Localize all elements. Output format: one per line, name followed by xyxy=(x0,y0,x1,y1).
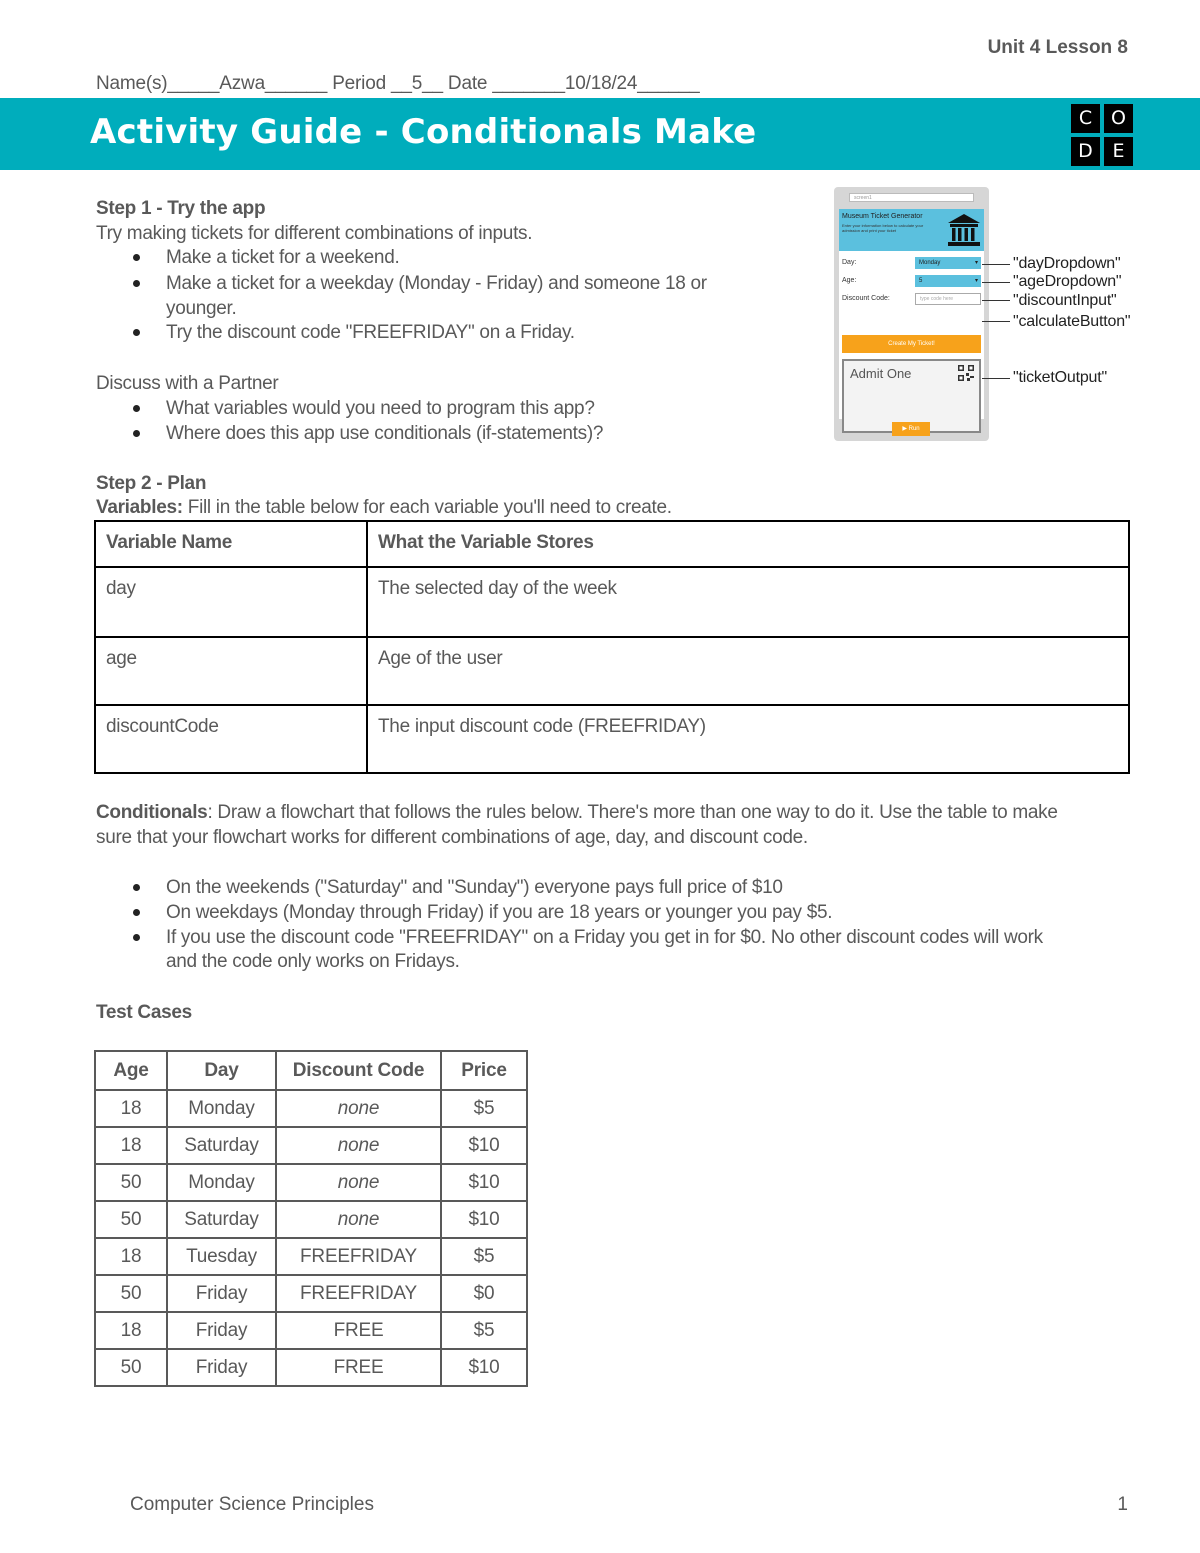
day-cell: Friday xyxy=(167,1349,276,1386)
museum-icon xyxy=(946,212,982,248)
price-cell[interactable]: $10 xyxy=(441,1164,527,1201)
logo-letter: C xyxy=(1071,104,1100,133)
step1-heading: Step 1 - Try the app xyxy=(96,198,266,219)
day-cell: Friday xyxy=(167,1275,276,1312)
age-cell: 50 xyxy=(95,1164,167,1201)
app-mockup xyxy=(834,187,989,441)
bullet-dot xyxy=(133,329,140,336)
app-screen xyxy=(839,209,984,419)
callout-age-dropdown: "ageDropdown" xyxy=(1013,273,1122,290)
leader-line xyxy=(982,321,1010,322)
rule-bullet: If you use the discount code "FREEFRIDAY" on a Friday you get in for $0. No other discount codes will work xyxy=(166,927,1043,948)
column-header: Price xyxy=(441,1051,527,1090)
unit-lesson-label: Unit 4 Lesson 8 xyxy=(987,37,1128,58)
leader-line xyxy=(982,300,1010,301)
day-label: Day: xyxy=(842,259,857,266)
name-period-date-line: Name(s)_____Azwa______ Period __5__ Date _______10/18/24______ xyxy=(96,73,700,94)
logo-letter: O xyxy=(1104,104,1133,133)
bullet-dot xyxy=(133,430,140,437)
discount-code-cell: FREE xyxy=(276,1312,441,1349)
day-cell: Monday xyxy=(167,1164,276,1201)
table-row xyxy=(95,637,1129,705)
footer-course: Computer Science Principles xyxy=(130,1494,374,1515)
column-header: Variable Name xyxy=(95,521,367,567)
step1-intro: Try making tickets for different combinations of inputs. xyxy=(96,223,533,244)
price-cell[interactable]: $10 xyxy=(441,1127,527,1164)
page-title: Activity Guide - Conditionals Make xyxy=(90,112,757,152)
variable-stores-cell[interactable]: Age of the user xyxy=(367,637,1129,705)
bullet-dot xyxy=(133,254,140,261)
app-header xyxy=(839,209,984,251)
leader-line xyxy=(982,264,1010,265)
age-cell: 50 xyxy=(95,1275,167,1312)
rule-bullet: On the weekends ("Saturday" and "Sunday") everyone pays full price of $10 xyxy=(166,877,783,898)
day-cell: Saturday xyxy=(167,1201,276,1238)
age-label: Age: xyxy=(842,277,857,284)
test-cases-table xyxy=(94,1050,528,1387)
run-button[interactable] xyxy=(892,422,930,436)
rule-bullet-continued: and the code only works on Fridays. xyxy=(166,951,460,972)
column-header: Discount Code xyxy=(276,1051,441,1090)
code-logo xyxy=(1069,102,1135,168)
age-cell: 18 xyxy=(95,1238,167,1275)
app-subtitle: Enter your information below to calculate your admission and print your ticket xyxy=(842,223,924,233)
ticket-text: Admit One xyxy=(850,366,912,381)
age-cell: 50 xyxy=(95,1201,167,1238)
callout-ticket-output: "ticketOutput" xyxy=(1013,369,1107,386)
conditionals-text: : Draw a flowchart that follows the rules below. There's more than one way to do it. Use the table to make xyxy=(207,802,1058,823)
column-header: Age xyxy=(95,1051,167,1090)
discount-code-cell: none xyxy=(276,1127,441,1164)
variable-name-cell[interactable]: discountCode xyxy=(95,705,367,773)
age-cell: 18 xyxy=(95,1312,167,1349)
discount-code-cell: none xyxy=(276,1164,441,1201)
table-row xyxy=(95,567,1129,637)
variable-stores-cell[interactable]: The input discount code (FREEFRIDAY) xyxy=(367,705,1129,773)
discount-label: Discount Code: xyxy=(842,295,890,302)
discount-code-cell: none xyxy=(276,1201,441,1238)
step1-bullet: Try the discount code "FREEFRIDAY" on a Friday. xyxy=(166,322,575,343)
price-cell[interactable]: $10 xyxy=(441,1349,527,1386)
price-cell[interactable]: $5 xyxy=(441,1090,527,1127)
table-row xyxy=(95,1090,527,1127)
day-cell: Tuesday xyxy=(167,1238,276,1275)
table-row xyxy=(95,1312,527,1349)
day-dropdown[interactable] xyxy=(915,257,981,269)
price-cell[interactable]: $10 xyxy=(441,1201,527,1238)
conditionals-line-1 xyxy=(96,800,1058,825)
chevron-down-icon: ▾ xyxy=(974,278,978,284)
table-header-row xyxy=(95,1051,527,1090)
age-cell: 50 xyxy=(95,1349,167,1386)
variables-table xyxy=(94,520,1130,774)
variables-label: Variables: xyxy=(96,497,183,518)
variable-name-cell[interactable]: day xyxy=(95,567,367,637)
discuss-bullet: What variables would you need to program this app? xyxy=(166,398,595,419)
conditionals-label: Conditionals xyxy=(96,802,208,823)
bullet-dot xyxy=(133,884,140,891)
bullet-dot xyxy=(133,405,140,412)
play-icon: ▶ xyxy=(902,426,909,432)
callout-discount-input: "discountInput" xyxy=(1013,292,1117,309)
column-header: Day xyxy=(167,1051,276,1090)
day-dropdown-value: Monday xyxy=(919,260,941,266)
discuss-heading: Discuss with a Partner xyxy=(96,373,279,394)
table-row xyxy=(95,1201,527,1238)
table-row xyxy=(95,1275,527,1312)
app-title: Museum Ticket Generator xyxy=(842,213,923,220)
rule-bullet: On weekdays (Monday through Friday) if you are 18 years or younger you pay $5. xyxy=(166,902,833,923)
discount-code-cell: none xyxy=(276,1090,441,1127)
step1-bullet-continued: younger. xyxy=(166,298,237,319)
table-row xyxy=(95,1127,527,1164)
price-cell[interactable]: $5 xyxy=(441,1238,527,1275)
app-url-bar: screen1 xyxy=(849,193,974,202)
step1-bullet: Make a ticket for a weekday (Monday - Friday) and someone 18 or xyxy=(166,273,707,294)
table-row xyxy=(95,1238,527,1275)
table-header-row xyxy=(95,521,1129,567)
logo-letter: E xyxy=(1104,137,1133,166)
discount-code-cell: FREEFRIDAY xyxy=(276,1238,441,1275)
day-cell: Saturday xyxy=(167,1127,276,1164)
variables-instruction xyxy=(96,495,672,520)
day-cell: Monday xyxy=(167,1090,276,1127)
calculate-button[interactable]: Create My Ticket! xyxy=(842,335,981,353)
variables-text: Fill in the table below for each variable you'll need to create. xyxy=(182,497,672,518)
price-cell[interactable]: $5 xyxy=(441,1312,527,1349)
leader-line xyxy=(982,282,1010,283)
logo-letter: D xyxy=(1071,137,1100,166)
price-cell[interactable]: $0 xyxy=(441,1275,527,1312)
leader-line xyxy=(982,378,1010,379)
age-cell: 18 xyxy=(95,1090,167,1127)
bullet-dot xyxy=(133,280,140,287)
discount-code-cell: FREE xyxy=(276,1349,441,1386)
column-header: What the Variable Stores xyxy=(367,521,1129,567)
page-number: 1 xyxy=(1117,1494,1128,1515)
step2-heading: Step 2 - Plan xyxy=(96,473,207,494)
callout-day-dropdown: "dayDropdown" xyxy=(1013,255,1121,272)
test-cases-heading: Test Cases xyxy=(96,1002,192,1023)
bullet-dot xyxy=(133,909,140,916)
age-cell: 18 xyxy=(95,1127,167,1164)
table-row xyxy=(95,1349,527,1386)
table-row xyxy=(95,1164,527,1201)
discount-code-cell: FREEFRIDAY xyxy=(276,1275,441,1312)
table-row xyxy=(95,705,1129,773)
conditionals-line-2: sure that your flowchart works for different combinations of age, day, and discount code. xyxy=(96,827,808,848)
age-dropdown-value: 5 xyxy=(919,278,923,284)
variable-name-cell[interactable]: age xyxy=(95,637,367,705)
day-cell: Friday xyxy=(167,1312,276,1349)
discount-input[interactable]: type code here xyxy=(915,293,981,305)
callout-calculate-button: "calculateButton" xyxy=(1013,313,1131,330)
chevron-down-icon: ▾ xyxy=(974,260,978,266)
qr-code-icon xyxy=(958,365,974,381)
run-label: Run xyxy=(908,426,920,432)
variable-stores-cell[interactable]: The selected day of the week xyxy=(367,567,1129,637)
discuss-bullet: Where does this app use conditionals (if-statements)? xyxy=(166,423,604,444)
age-dropdown[interactable] xyxy=(915,275,981,287)
bullet-dot xyxy=(133,934,140,941)
step1-bullet: Make a ticket for a weekend. xyxy=(166,247,400,268)
title-banner xyxy=(0,98,1200,170)
